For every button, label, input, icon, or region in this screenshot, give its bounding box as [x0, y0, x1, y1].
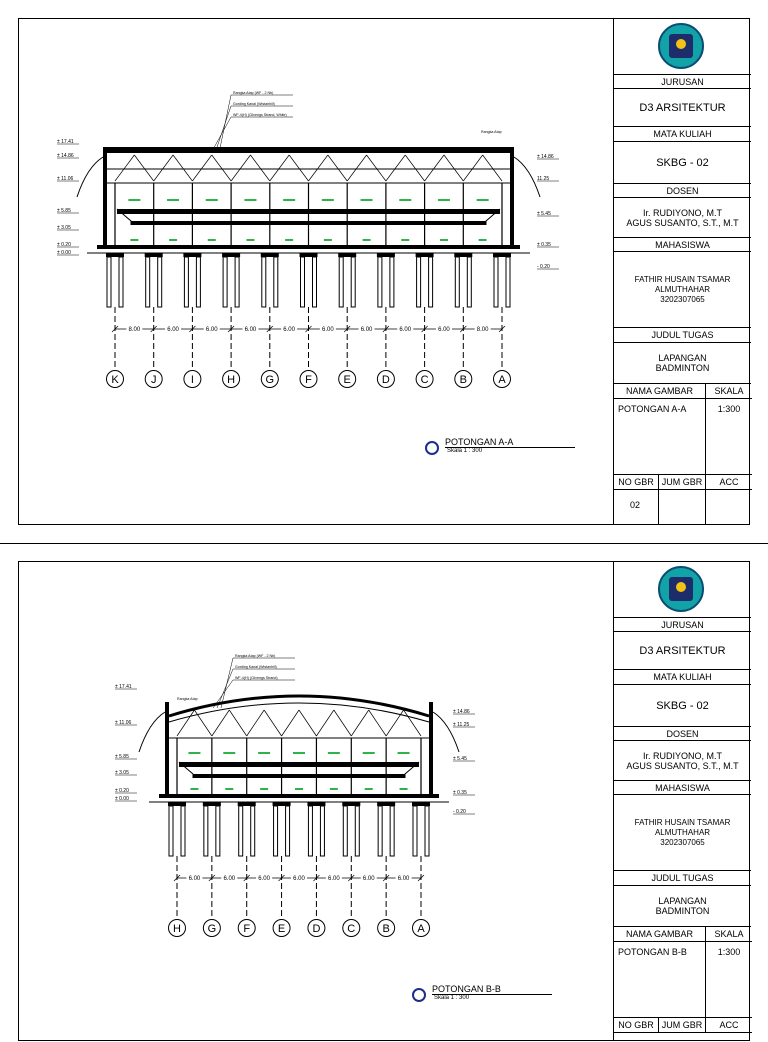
grid-axis-label: F — [305, 374, 312, 386]
pile-cap — [412, 802, 430, 806]
ground-floor-slab — [97, 245, 520, 249]
pile — [351, 257, 355, 307]
level-label-left: ± 11.06 — [115, 720, 132, 726]
accent-green-mark — [244, 199, 256, 201]
mahasiswa-nim: 3202307065 — [660, 294, 705, 304]
pile — [467, 257, 471, 307]
dimension-label: 6.00 — [167, 327, 179, 333]
roof-slab — [107, 147, 510, 153]
level-label-right: ± 5.45 — [453, 756, 467, 762]
level-label-left: ± 14.86 — [57, 153, 74, 159]
pile-cap — [493, 253, 511, 257]
dosen-value — [614, 741, 751, 781]
grid-axis-label: D — [312, 923, 321, 935]
section-drawing-a — [19, 19, 613, 524]
pile-cap — [183, 253, 201, 257]
grid-axis-label: F — [243, 923, 251, 935]
truss-web — [316, 710, 333, 736]
roof-note: Rangka Atap — [481, 130, 502, 134]
institution-logo-icon — [658, 23, 704, 69]
pile — [216, 806, 220, 856]
truss-web — [351, 710, 368, 736]
tribune-slab-lower — [193, 774, 405, 778]
nama-gambar-value: POTONGAN B-B — [614, 942, 706, 1018]
judul-label: JUDUL TUGAS — [614, 871, 751, 886]
nama-gambar-label: NAMA GAMBAR — [614, 384, 706, 399]
dosen-1: Ir. RUDIYONO, M.T — [642, 750, 722, 761]
level-label-right: 11.25 — [537, 176, 550, 182]
pile — [274, 257, 278, 307]
dimension-label: 6.00 — [205, 327, 218, 333]
mahasiswa-value — [614, 795, 751, 871]
accent-green-mark — [477, 199, 489, 201]
accent-green-mark — [223, 752, 235, 754]
pile — [169, 806, 173, 856]
dosen-label: DOSEN — [614, 184, 751, 198]
jurusan-value: D3 ARSITEKTUR — [614, 89, 751, 127]
level-label-left: ± 0.00 — [57, 250, 71, 256]
dimension-label: 6.00 — [258, 876, 270, 882]
pile — [262, 257, 266, 307]
jum-gbr-value — [659, 490, 706, 524]
accent-green-mark — [361, 199, 373, 201]
grid-axis-label: A — [417, 923, 425, 935]
section-a-svg — [19, 19, 613, 526]
accent-green-mark — [206, 199, 218, 201]
pile — [158, 257, 162, 307]
matakuliah-value: SKBG - 02 — [614, 685, 751, 727]
pile — [235, 257, 239, 307]
canopy-left — [139, 712, 165, 752]
accent-green-mark — [479, 239, 487, 241]
truss-web — [369, 710, 386, 736]
accent-green-mark — [328, 752, 340, 754]
jurusan-label: JURUSAN — [614, 618, 751, 632]
accent-green-mark — [169, 239, 177, 241]
section-symbol-icon — [425, 441, 439, 455]
accent-green-mark — [322, 199, 334, 201]
wall-left — [103, 147, 107, 245]
truss-web — [334, 710, 351, 736]
tribune-slab-lower — [131, 221, 486, 225]
truss-web — [154, 155, 173, 181]
pile — [181, 806, 185, 856]
level-label-left: ± 5.85 — [57, 208, 71, 214]
accent-green-mark — [167, 199, 179, 201]
level-label-left: ± 3.05 — [115, 770, 129, 776]
accent-green-mark — [295, 788, 303, 790]
accent-green-mark — [363, 239, 371, 241]
judul-line-1: LAPANGAN — [658, 353, 707, 363]
logo-cell — [614, 19, 751, 75]
acc-label: ACC — [706, 475, 752, 490]
drawing-title-text: POTONGAN A-A — [445, 437, 575, 448]
judul-value — [614, 886, 751, 927]
pile-cap — [238, 802, 256, 806]
skala-value: 1:300 — [706, 399, 752, 475]
pile-cap — [377, 253, 395, 257]
truss-web — [212, 710, 229, 736]
grid-axis-label: G — [207, 923, 217, 935]
level-label-left: ± 5.85 — [115, 754, 129, 760]
pile — [223, 257, 227, 307]
pile-cap — [300, 253, 318, 257]
accent-green-mark — [190, 788, 198, 790]
pile-cap — [222, 253, 240, 257]
grid-axis-label: K — [111, 374, 119, 386]
judul-line-2: BADMINTON — [655, 363, 710, 373]
grid-axis-label: H — [227, 374, 236, 386]
accent-green-mark — [208, 239, 216, 241]
pile — [378, 806, 382, 856]
grid-axis-label: J — [150, 374, 157, 386]
accent-green-mark — [283, 199, 295, 201]
tribune-slab — [179, 762, 419, 767]
canopy-right — [433, 712, 459, 752]
pile-cap — [342, 802, 360, 806]
pile — [251, 806, 255, 856]
drawing-title-text: POTONGAN B-B — [432, 984, 552, 995]
pile — [239, 806, 243, 856]
mahasiswa-label: MAHASISWA — [614, 238, 751, 252]
truss-web — [270, 155, 289, 181]
level-label-left: ± 0.20 — [57, 242, 71, 248]
pile — [339, 257, 343, 307]
pile — [301, 257, 305, 307]
drawing-scale-text: Skala 1 : 300 — [434, 995, 470, 1001]
pile-cap — [106, 253, 124, 257]
mahasiswa-name-1: FATHIR HUSAIN TSAMAR — [634, 817, 731, 827]
grid-axis-label: E — [277, 923, 286, 935]
truss-web — [289, 155, 308, 181]
grid-axis-label: D — [381, 374, 390, 386]
pile — [425, 806, 429, 856]
truss-web — [367, 155, 386, 181]
judul-value — [614, 343, 751, 384]
title-block-1 — [613, 19, 751, 524]
dimension-label: 6.00 — [283, 327, 295, 333]
no-gbr-label: NO GBR — [614, 1018, 659, 1033]
level-label-left: ± 11.06 — [57, 176, 74, 182]
truss-web — [299, 710, 316, 736]
dimension-label: 6.00 — [360, 327, 373, 333]
pile — [429, 257, 433, 307]
level-label-right: ± 11.25 — [453, 722, 470, 728]
pile — [455, 257, 459, 307]
judul-line-2: BADMINTON — [655, 906, 710, 916]
truss-web — [229, 710, 246, 736]
dimension-label: 6.00 — [399, 327, 412, 333]
section-symbol-icon — [412, 988, 426, 1002]
accent-green-mark — [225, 788, 233, 790]
accent-green-mark — [246, 239, 254, 241]
canopy-left — [77, 157, 103, 197]
grid-axis-label: E — [343, 374, 351, 386]
grid-axis-label: I — [190, 374, 194, 386]
grid-axis-label: B — [459, 374, 467, 386]
mahasiswa-label: MAHASISWA — [614, 781, 751, 795]
pile — [196, 257, 200, 307]
truss-web — [386, 710, 403, 736]
jurusan-value: D3 ARSITEKTUR — [614, 632, 751, 670]
truss-web — [309, 155, 328, 181]
callout-text: WF-4(H) (Cilvengs Strand) — [235, 676, 278, 680]
pile-cap — [307, 802, 325, 806]
grid-axis-label: B — [382, 923, 390, 935]
drawing-sheet-2 — [18, 561, 750, 1041]
pile — [494, 257, 498, 307]
mahasiswa-value — [614, 252, 751, 328]
truss-web — [386, 155, 405, 181]
pile-cap — [377, 802, 395, 806]
matakuliah-label: MATA KULIAH — [614, 127, 751, 142]
accent-green-mark — [258, 752, 270, 754]
level-label-right: ± 0.35 — [453, 790, 467, 796]
level-label-right: - 0.20 — [537, 264, 550, 270]
accent-green-mark — [400, 788, 408, 790]
accent-green-mark — [398, 752, 410, 754]
dimension-label: 6.00 — [438, 327, 450, 333]
pile — [184, 257, 188, 307]
callout-text: Gording Kanal (Wistanhill) — [233, 102, 275, 106]
mahasiswa-name-2: ALMUTHAHAR — [654, 284, 711, 294]
truss-web — [250, 155, 269, 181]
no-gbr-label: NO GBR — [614, 475, 659, 490]
accent-green-mark — [363, 752, 375, 754]
wall-right — [510, 147, 514, 245]
wall-right — [429, 702, 433, 794]
pile-cap — [416, 253, 434, 257]
pile — [506, 257, 510, 307]
accent-green-mark — [401, 239, 409, 241]
dosen-value — [614, 198, 751, 238]
truss-web — [405, 155, 424, 181]
dimension-label: 8.00 — [128, 327, 141, 333]
pile — [390, 257, 394, 307]
wall-left — [165, 702, 169, 794]
pile — [286, 806, 290, 856]
truss-web — [463, 155, 482, 181]
callout-leader — [215, 106, 231, 153]
accent-green-mark — [330, 788, 338, 790]
truss-web — [115, 155, 134, 181]
title-block-2 — [613, 562, 751, 1040]
truss-web — [212, 155, 231, 181]
pile — [119, 257, 123, 307]
pile-cap — [454, 253, 472, 257]
mahasiswa-name-1: FATHIR HUSAIN TSAMAR — [634, 274, 731, 284]
dosen-label: DOSEN — [614, 727, 751, 741]
grid-axis-label: C — [347, 923, 356, 935]
level-label-right: ± 0.35 — [537, 242, 551, 248]
acc-label: ACC — [706, 1018, 752, 1033]
section-drawing-b — [19, 562, 613, 1040]
level-label-left: ± 0.00 — [115, 796, 129, 802]
accent-green-mark — [130, 239, 138, 241]
truss-web — [134, 155, 153, 181]
pile — [343, 806, 347, 856]
grid-axis-label: H — [173, 923, 181, 935]
matakuliah-label: MATA KULIAH — [614, 670, 751, 685]
tribune-slab — [117, 209, 500, 214]
judul-line-1: LAPANGAN — [658, 896, 707, 906]
level-label-left: ± 0.20 — [115, 788, 129, 794]
truss-web — [231, 155, 250, 181]
dimension-label: 6.00 — [223, 876, 236, 882]
section-b-svg — [19, 562, 613, 1042]
accent-green-mark — [285, 239, 293, 241]
accent-green-mark — [399, 199, 411, 201]
level-label-left: ± 3.05 — [57, 225, 71, 231]
pile — [274, 806, 278, 856]
accent-green-mark — [293, 752, 305, 754]
dimension-label: 6.00 — [188, 876, 201, 882]
accent-green-mark — [324, 239, 332, 241]
truss-web — [192, 155, 211, 181]
sheet-separator — [0, 543, 768, 544]
accent-green-mark — [438, 199, 450, 201]
dosen-2: AGUS SUSANTO, S.T., M.T — [626, 217, 739, 228]
callout-text: Rangka Atap (WF - 2 Nb) — [235, 654, 276, 658]
grid-axis-label: C — [420, 374, 429, 386]
truss-web — [247, 710, 264, 736]
mahasiswa-name-2: ALMUTHAHAR — [654, 827, 711, 837]
pile — [204, 806, 208, 856]
pile — [320, 806, 324, 856]
mahasiswa-nim: 3202307065 — [660, 837, 705, 847]
jum-gbr-label: JUM GBR — [659, 1018, 706, 1033]
pile — [313, 257, 317, 307]
roof-note: Rangka Atap — [177, 697, 198, 701]
level-label-right: ± 5.45 — [537, 211, 551, 217]
pile — [413, 806, 417, 856]
grid-axis-label: G — [265, 374, 275, 386]
accent-green-mark — [260, 788, 268, 790]
truss-web — [425, 155, 444, 181]
drawing-sheet-1 — [18, 18, 750, 525]
pile-cap — [261, 253, 279, 257]
drawing-scale-text: Skala 1 : 300 — [447, 448, 483, 454]
dimension-label: 6.00 — [293, 876, 305, 882]
truss-web — [264, 710, 281, 736]
pile-cap — [338, 253, 356, 257]
jurusan-label: JURUSAN — [614, 75, 751, 89]
no-gbr-value: 02 — [614, 490, 659, 524]
pile-cap — [145, 253, 163, 257]
accent-green-mark — [128, 199, 140, 201]
pile — [390, 806, 394, 856]
level-label-left: ± 17.41 — [115, 684, 132, 690]
ground-floor-slab — [159, 794, 439, 798]
pile — [107, 257, 111, 307]
pile — [378, 257, 382, 307]
truss-web — [347, 155, 366, 181]
dimension-label: 6.00 — [244, 327, 257, 333]
institution-logo-icon — [658, 566, 704, 612]
truss-web — [444, 155, 463, 181]
accent-green-mark — [440, 239, 448, 241]
level-label-right: ± 14.86 — [453, 709, 470, 715]
pile — [308, 806, 312, 856]
logo-cell — [614, 562, 751, 618]
truss-web — [483, 155, 502, 181]
dimension-label: 8.00 — [476, 327, 489, 333]
dimension-label: 6.00 — [322, 327, 334, 333]
pile-cap — [168, 802, 186, 806]
dosen-1: Ir. RUDIYONO, M.T — [642, 207, 722, 218]
grid-axis-label: A — [498, 374, 506, 386]
accent-green-mark — [188, 752, 200, 754]
skala-value: 1:300 — [706, 942, 752, 1018]
callout-text: WF-4(H) (Cilvengs Strand, White) — [233, 113, 287, 117]
dimension-label: 6.00 — [397, 876, 410, 882]
callout-text: Rangka Atap (WF - 2 Nb) — [233, 91, 274, 95]
level-label-left: ± 17.41 — [57, 139, 74, 145]
judul-label: JUDUL TUGAS — [614, 328, 751, 343]
matakuliah-value: SKBG - 02 — [614, 142, 751, 184]
dosen-2: AGUS SUSANTO, S.T., M.T — [626, 760, 739, 771]
pile — [146, 257, 150, 307]
level-label-right: - 0.20 — [453, 809, 466, 815]
pile-cap — [203, 802, 221, 806]
truss-web — [194, 710, 211, 736]
pile — [417, 257, 421, 307]
truss-web — [328, 155, 347, 181]
pile — [355, 806, 359, 856]
level-label-right: ± 14.86 — [537, 154, 554, 160]
jum-gbr-label: JUM GBR — [659, 475, 706, 490]
pile-cap — [273, 802, 291, 806]
callout-text: Gording Kanal (Wistanhill) — [235, 665, 277, 669]
dimension-label: 6.00 — [328, 876, 340, 882]
nama-gambar-value: POTONGAN A-A — [614, 399, 706, 475]
skala-label: SKALA — [706, 927, 752, 942]
truss-web — [173, 155, 192, 181]
nama-gambar-label: NAMA GAMBAR — [614, 927, 706, 942]
dimension-label: 6.00 — [362, 876, 375, 882]
accent-green-mark — [365, 788, 373, 790]
roof-arch — [169, 696, 429, 716]
truss-web — [282, 710, 299, 736]
skala-label: SKALA — [706, 384, 752, 399]
